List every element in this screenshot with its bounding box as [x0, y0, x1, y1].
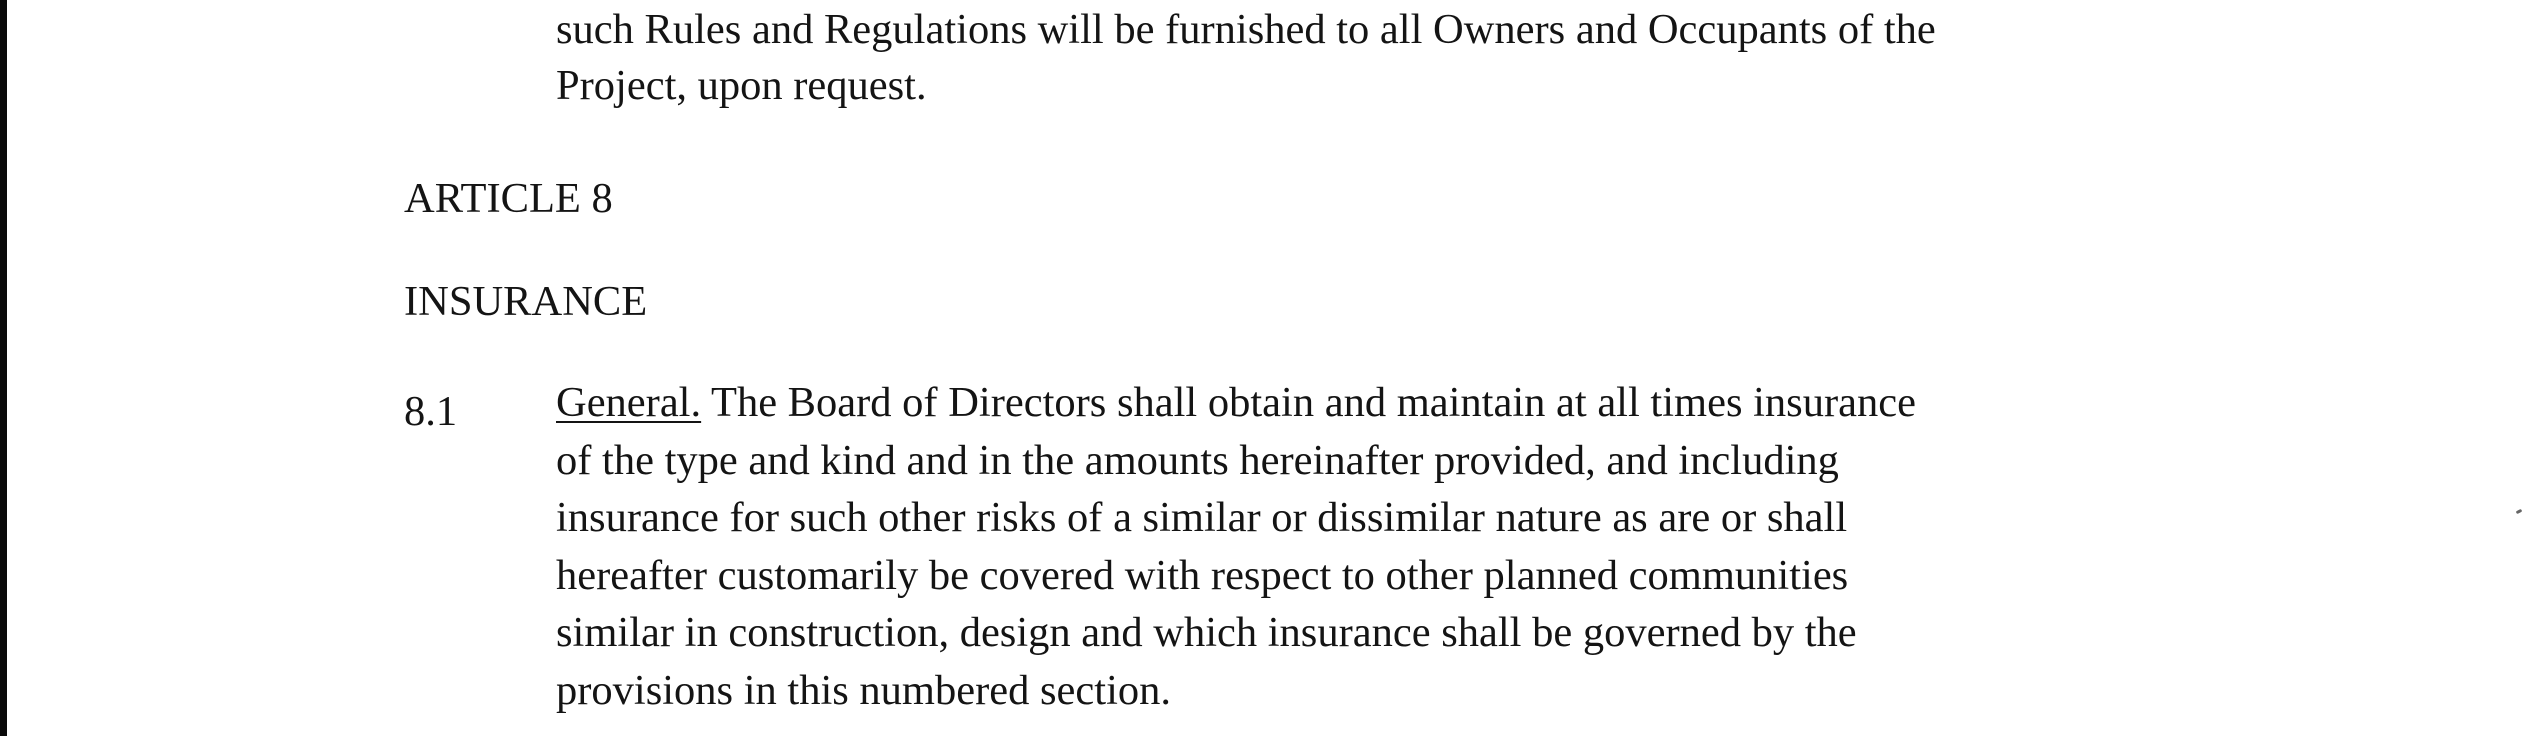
intro-line: Project, upon request. — [556, 62, 927, 109]
intro-line: such Rules and Regulations will be furnished to all Owners and Occupants of the — [556, 6, 1936, 53]
scan-speck — [2516, 509, 2523, 514]
article-number: ARTICLE 8 — [404, 175, 613, 222]
section-first-line-text: The Board of Directors shall obtain and maintain at all times insurance — [701, 379, 1916, 426]
article-title: INSURANCE — [404, 278, 648, 325]
scan-page-edge — [0, 0, 7, 736]
section-line: provisions in this numbered section. — [556, 666, 1172, 714]
section-heading: General. — [556, 379, 702, 426]
section-first-line — [556, 374, 1916, 432]
section-number: 8.1 — [404, 388, 458, 435]
section-body — [556, 374, 1916, 719]
intro-paragraph — [556, 2, 1936, 114]
section-line: similar in construction, design and which insurance shall be governed by the — [556, 609, 1857, 656]
section-line: of the type and kind and in the amounts hereinafter provided, and including — [556, 436, 1839, 484]
section-line: insurance for such other risks of a similar or dissimilar nature as are or shall — [556, 494, 1848, 541]
section-line: hereafter customarily be covered with respect to other planned communities — [556, 551, 1849, 599]
